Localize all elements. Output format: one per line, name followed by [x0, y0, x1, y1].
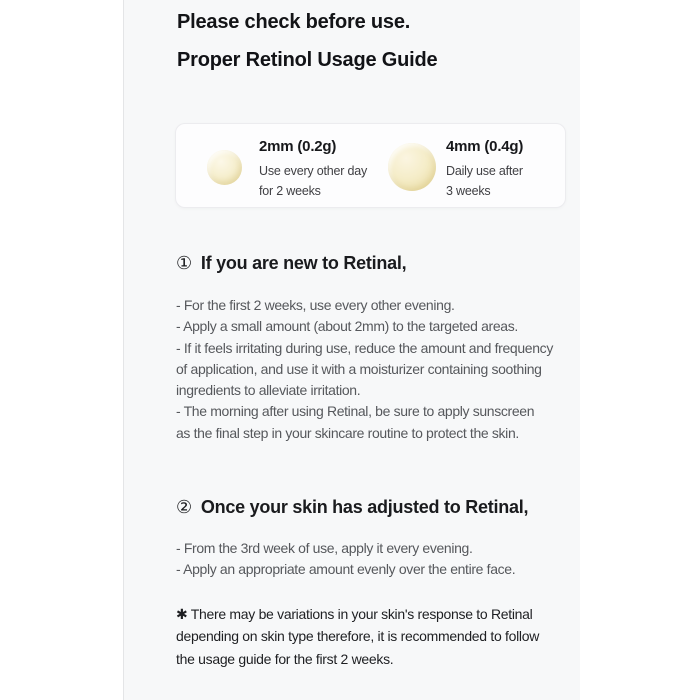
dosage-amount: 4mm (0.4g): [446, 138, 524, 155]
pre-title: Please check before use.: [177, 11, 411, 33]
guide-line: - If it feels irritating during use, reduce the amount and frequency: [176, 339, 553, 356]
guide-line: ingredients to alleviate irritation.: [176, 382, 361, 399]
page-title: Proper Retinol Usage Guide: [177, 49, 438, 71]
section-body-new-users: [176, 295, 553, 444]
dosage-card: [175, 123, 566, 208]
footnote-line: the usage guide for the first 2 weeks.: [176, 650, 394, 667]
dosage-caption: for 2 weeks: [259, 184, 321, 198]
guide-line: - For the first 2 weeks, use every other evening.: [176, 297, 455, 313]
section-heading-adjusted-users: [176, 497, 528, 518]
dosage-amount: 2mm (0.2g): [259, 138, 337, 155]
dosage-item-2mm: [259, 138, 367, 201]
dosage-caption: Use every other day: [259, 164, 368, 178]
circled-two-icon: ②: [176, 497, 192, 517]
cream-drop-icon-small: [207, 150, 242, 185]
guide-line: - The morning after using Retinal, be sure to apply sunscreen: [176, 403, 535, 420]
footnote-line: depending on skin type therefore, it is recommended to follow: [176, 628, 540, 645]
dosage-item-4mm: [446, 138, 523, 201]
dosage-caption: 3 weeks: [446, 184, 491, 198]
footnote: [176, 603, 539, 670]
section-heading-new-users: [176, 253, 406, 274]
dosage-caption: Daily use after: [446, 164, 523, 178]
cream-drop-icon-large: [388, 143, 436, 191]
guide-line: - Apply a small amount (about 2mm) to the targeted areas.: [176, 318, 518, 335]
guide-line: as the final step in your skincare routine to protect the skin.: [176, 424, 519, 441]
section-body-adjusted-users: [176, 538, 515, 581]
section-heading-text: If you are new to Retinal,: [200, 253, 407, 273]
guide-line: of application, and use it with a moisturizer containing soothing: [176, 360, 542, 377]
guide-line: - Apply an appropriate amount evenly over the entire face.: [176, 561, 516, 578]
footnote-line: ✱ There may be variations in your skin's response to Retinal: [176, 606, 533, 622]
guide-line: - From the 3rd week of use, apply it every evening.: [176, 540, 473, 556]
guide-panel: [123, 0, 580, 700]
section-heading-text: Once your skin has adjusted to Retinal,: [200, 497, 529, 517]
circled-one-icon: ①: [176, 253, 192, 273]
